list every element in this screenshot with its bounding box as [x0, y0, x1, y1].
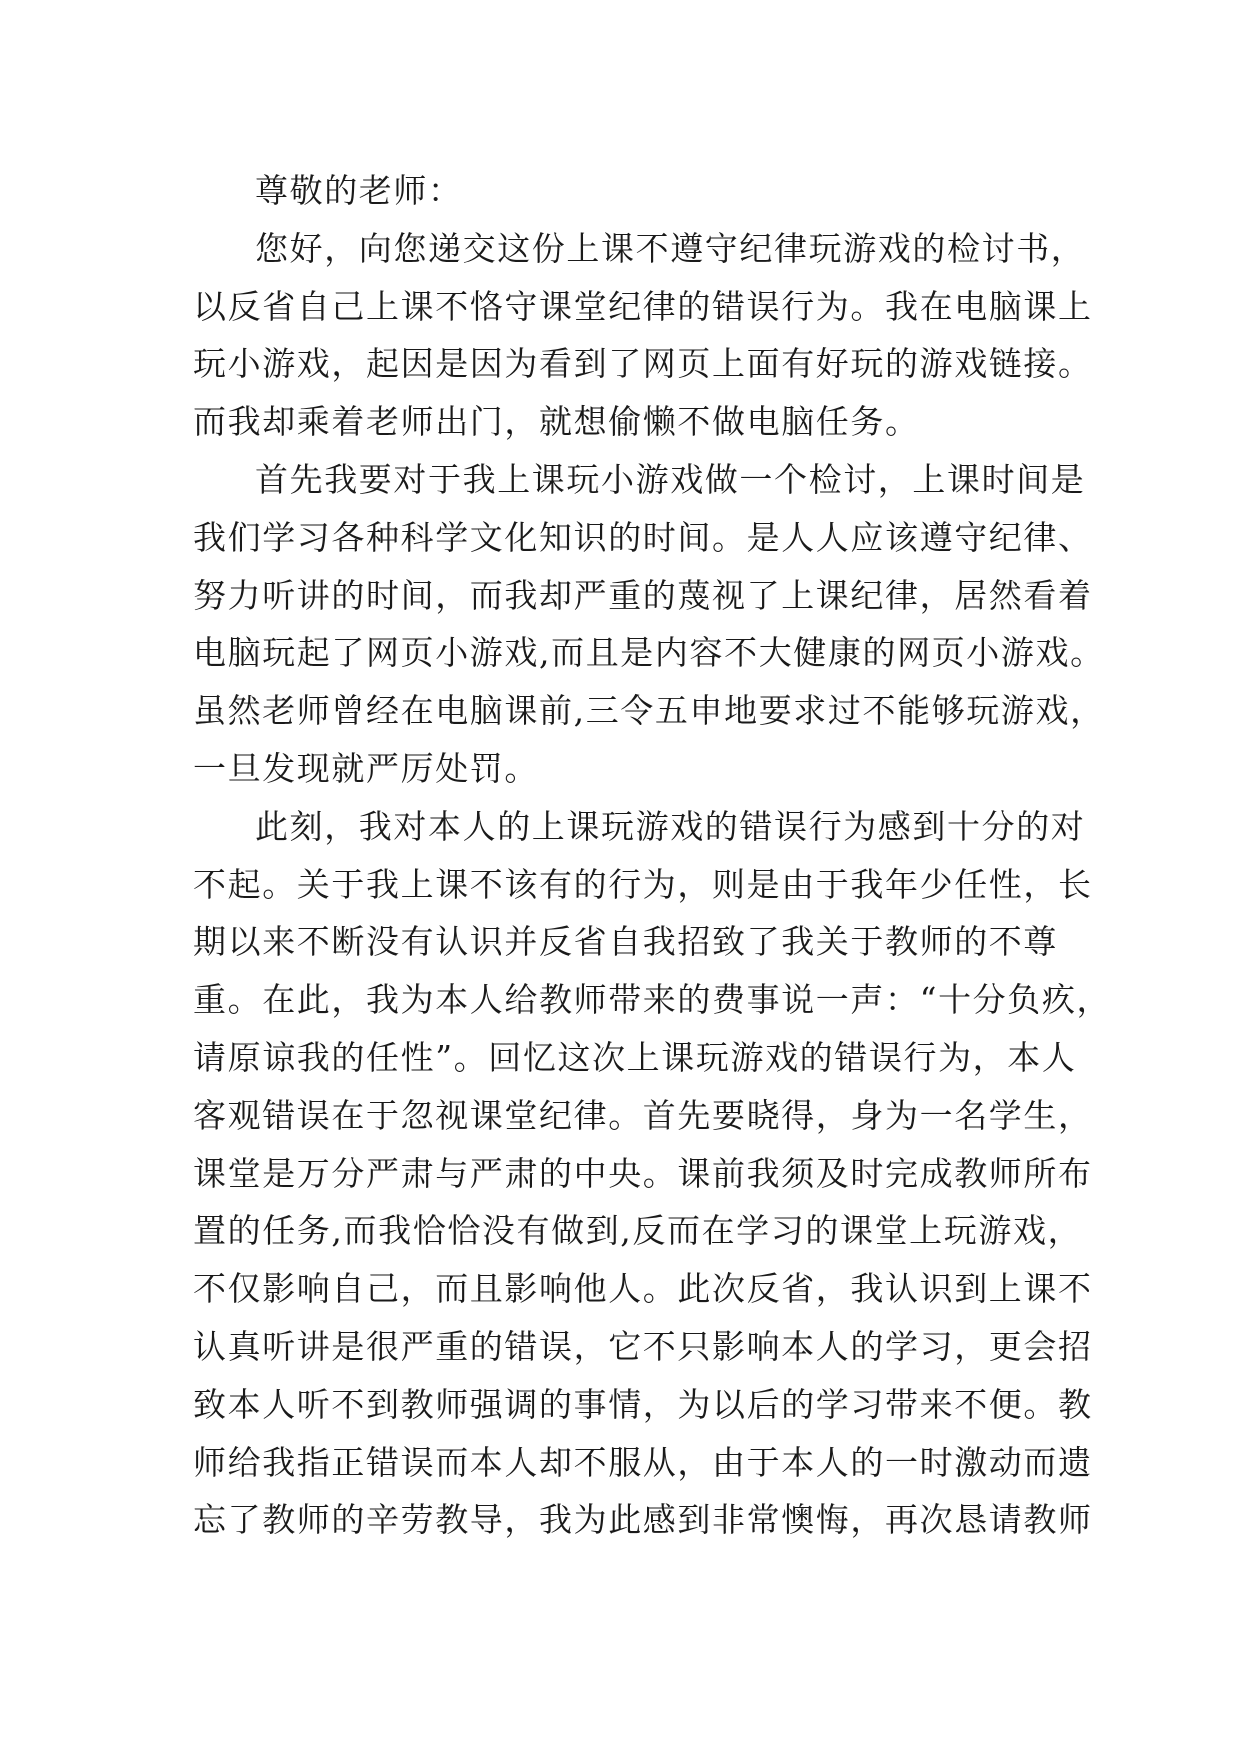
text-line: 期以来不断没有认识并反省自我招致了我关于教师的不尊	[193, 922, 1058, 962]
text-line: 忘了教师的辛劳教导，我为此感到非常懊悔，再次恳请教师	[193, 1500, 1093, 1540]
text-line: 我们学习各种科学文化知识的时间。是人人应该遵守纪律、	[193, 517, 1093, 557]
text-line: 虽然老师曾经在电脑课前,三令五申地要求过不能够玩游戏，	[193, 691, 1105, 731]
text-line: 玩小游戏，起因是因为看到了网页上面有好玩的游戏链接。	[193, 344, 1093, 384]
text-line: 您好，向您递交这份上课不遵守纪律玩游戏的检讨书，	[255, 228, 1086, 268]
text-line: 而我却乘着老师出门，就想偷懒不做电脑任务。	[193, 402, 920, 442]
text-line: 置的任务,而我恰恰没有做到,反而在学习的课堂上玩游戏，	[193, 1211, 1083, 1251]
text-line: 师给我指正错误而本人却不服从，由于本人的一时激动而遗	[193, 1442, 1093, 1482]
text-line: 努力听讲的时间，而我却严重的蔑视了上课纪律，居然看着	[193, 575, 1093, 615]
text-line: 首先我要对于我上课玩小游戏做一个检讨，上课时间是	[255, 459, 1086, 499]
text-line: 电脑玩起了网页小游戏,而且是内容不大健康的网页小游戏。	[193, 633, 1105, 673]
text-line: 以反省自己上课不恪守课堂纪律的错误行为。我在电脑课上	[193, 286, 1093, 326]
text-line: 不起。关于我上课不该有的行为，则是由于我年少任性，长	[193, 864, 1093, 904]
text-line: 重。在此，我为本人给教师带来的费事说一声：“十分负疚，	[193, 980, 1112, 1020]
text-line: 致本人听不到教师强调的事情，为以后的学习带来不便。教	[193, 1384, 1093, 1424]
text-line: 认真听讲是很严重的错误，它不只影响本人的学习，更会招	[193, 1326, 1093, 1366]
text-line: 一旦发现就严厉处罚。	[193, 748, 539, 788]
letter-body	[193, 162, 1112, 1549]
text-line: 课堂是万分严肃与严肃的中央。课前我须及时完成教师所布	[193, 1153, 1093, 1193]
text-line: 不仅影响自己，而且影响他人。此次反省，我认识到上课不	[193, 1269, 1093, 1309]
text-line: 客观错误在于忽视课堂纪律。首先要晓得，身为一名学生，	[193, 1095, 1093, 1135]
salutation-line: 尊敬的老师：	[255, 171, 463, 210]
text-line: 此刻，我对本人的上课玩游戏的错误行为感到十分的对	[255, 806, 1086, 846]
text-line: 请原谅我的任性”。回忆这次上课玩游戏的错误行为，本人	[193, 1037, 1077, 1077]
